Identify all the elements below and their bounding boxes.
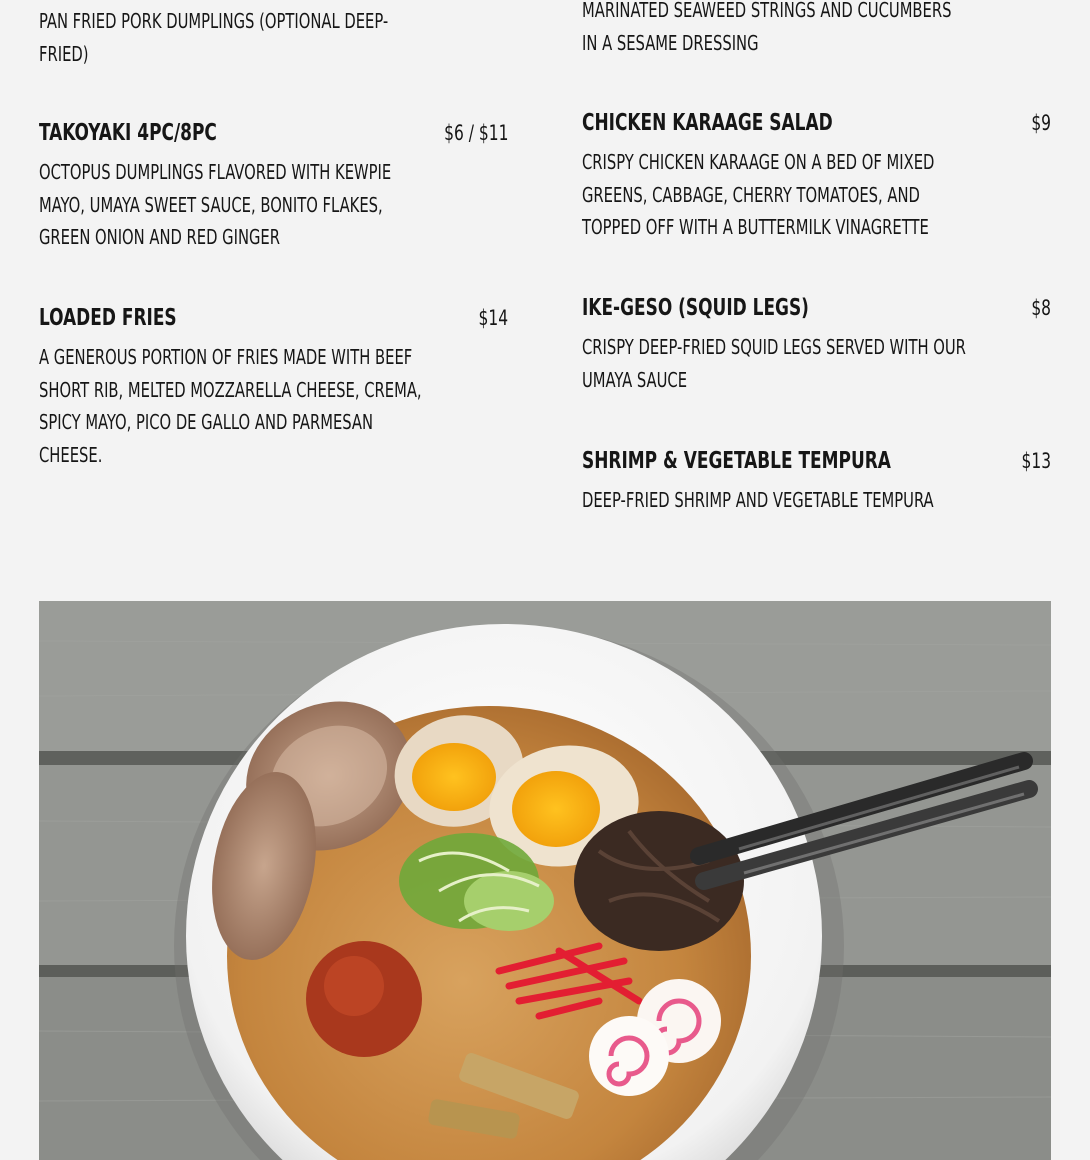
menu-item-name: IKE-GESO (SQUID LEGS) [582, 295, 809, 321]
menu-item-chicken-karaage-salad [582, 108, 1051, 244]
menu-item-description: CRISPY CHICKEN KARAAGE ON A BED OF MIXED GREENS, CABBAGE, CHERRY TOMATOES, AND TOPPED OFF WITH A BUTTERMILK VINAGRETTE [582, 150, 935, 240]
menu-item-description: CRISPY DEEP-FRIED SQUID LEGS SERVED WITH OUR UMAYA SAUCE [582, 335, 966, 392]
menu-item-description: A GENEROUS PORTION OF FRIES MADE WITH BEEF SHORT RIB, MELTED MOZZARELLA CHEESE, CREMA, SPICY MAYO, PICO DE GALLO AND PARMESAN CHEESE. [39, 345, 422, 467]
menu-item-description: PAN FRIED PORK DUMPLINGS (OPTIONAL DEEP-FRIED) [39, 9, 389, 66]
menu-item-takoyaki [39, 118, 508, 254]
menu-item-description: DEEP-FRIED SHRIMP AND VEGETABLE TEMPURA [582, 488, 934, 512]
menu-item-price: $13 [1021, 449, 1051, 473]
menu-item-ike-geso [582, 293, 1051, 396]
menu-item-shrimp-tempura [582, 446, 1051, 517]
ramen-bowl-image [39, 601, 1051, 1160]
menu-item-name: SHRIMP & VEGETABLE TEMPURA [582, 448, 891, 474]
menu-item-name: CHICKEN KARAAGE SALAD [582, 110, 833, 136]
menu-item-description: OCTOPUS DUMPLINGS FLAVORED WITH KEWPIE MAYO, UMAYA SWEET SAUCE, BONITO FLAKES, GREEN ONION AND RED GINGER [39, 160, 392, 250]
menu-item-name: LOADED FRIES [39, 305, 177, 331]
menu-item-price: $14 [478, 306, 508, 330]
menu-item-gyoza [39, 5, 508, 70]
menu-item-loaded-fries [39, 303, 508, 471]
menu-item-price: $8 [1031, 296, 1051, 320]
menu-item-description: MARINATED SEAWEED STRINGS AND CUCUMBERS IN A SESAME DRESSING [582, 0, 952, 55]
menu-item-name: TAKOYAKI 4PC/8PC [39, 120, 217, 146]
menu-item-price: $6 / $11 [443, 121, 508, 145]
menu-item-price: $9 [1031, 111, 1051, 135]
ramen-bowl-illustration [39, 601, 1051, 1160]
menu-item-seaweed-salad [582, 0, 1051, 59]
